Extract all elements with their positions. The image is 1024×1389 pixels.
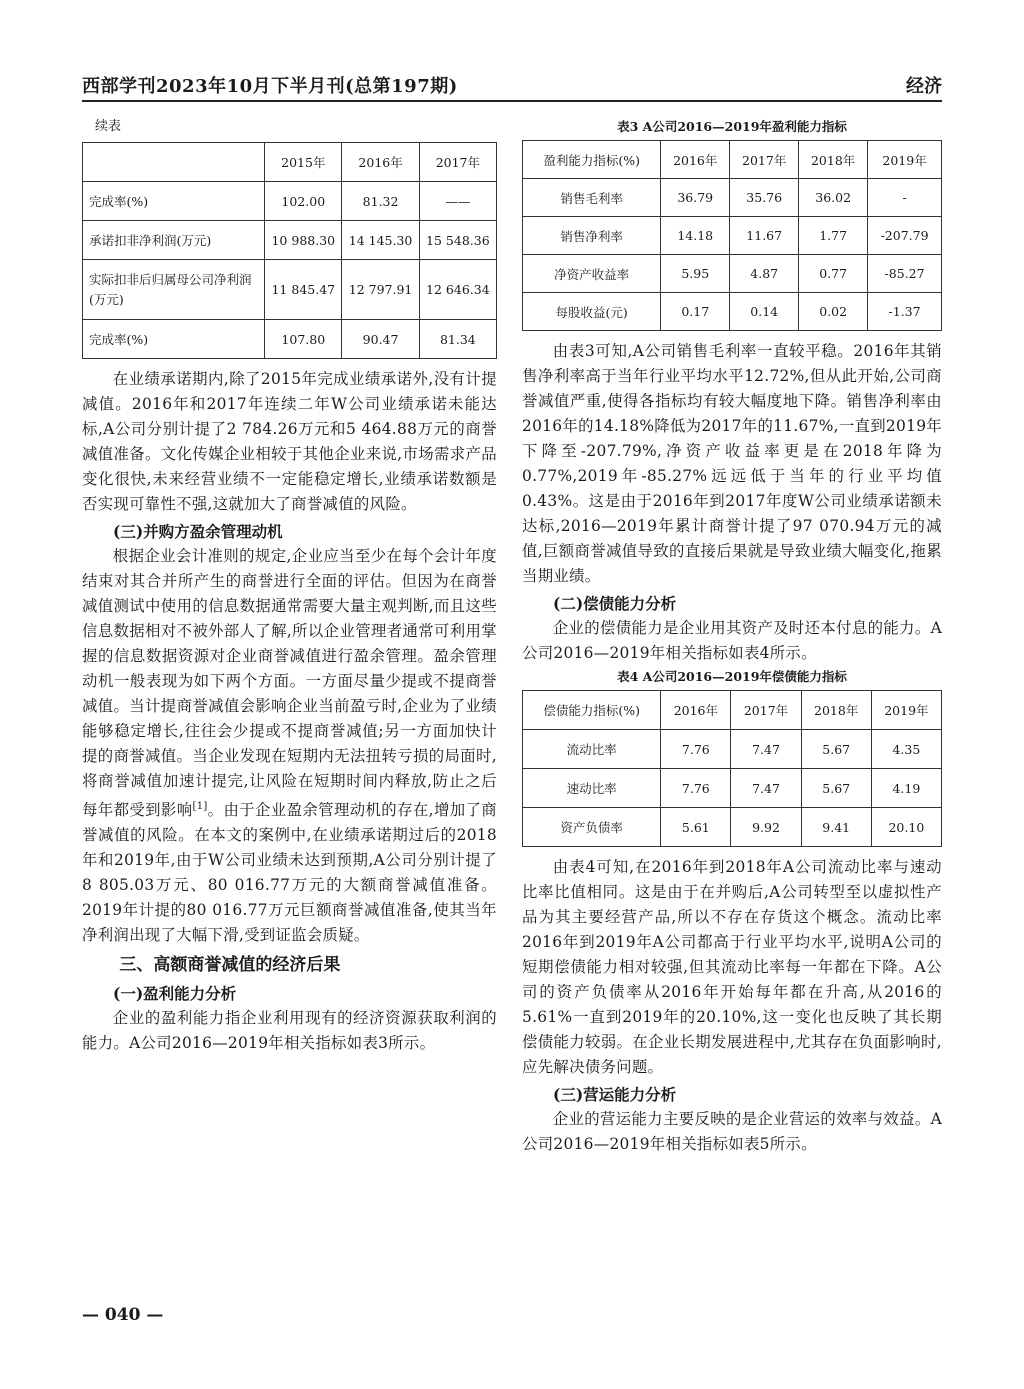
table-cell: 销售毛利率	[523, 179, 661, 217]
table-caption: 表3 A公司2016—2019年盈利能力指标	[617, 119, 847, 134]
table-cell: 流动比率	[523, 730, 661, 769]
header-rule	[82, 100, 942, 102]
table-header-row	[523, 141, 942, 179]
table-cell: 35.76	[730, 179, 799, 217]
table-caption: 表4 A公司2016—2019年偿债能力指标	[617, 669, 847, 684]
table-cell: 完成率(%)	[83, 320, 265, 359]
table-cell: 4.87	[730, 255, 799, 293]
table-cell: 0.17	[661, 293, 730, 331]
table-cell: 0.14	[730, 293, 799, 331]
table-header-cell: 2016年	[661, 691, 731, 730]
table-cell: 速动比率	[523, 769, 661, 808]
table-continued-label: 续表	[95, 119, 122, 134]
paragraph: 由表3可知,A公司销售毛利率一直较平稳。2016年其销售净利率高于当年行业平均水平12.72%,但从此开始,公司商誉减值严重,使得各指标均有较大幅度地下降。销售净利率由2016年的14.18%降低为2017年的11.67%,一直到2019年下降至-207.79%,净资产收益率更是在2018年降为0.77%,2019年-85.27%远远低于当年的行业平均值0.43%。这是由于2016年到2017年度W公司业绩承诺额未达标,2016—2019年累计商誉计提了97 070.94万元的减值,巨额商誉减值导致的直接后果就是导致业绩大幅变化,拖累当期业绩。	[522, 342, 942, 585]
table-header-cell: 2019年	[868, 141, 942, 179]
table-cell: 4.35	[871, 730, 941, 769]
table-cell: 81.32	[342, 182, 419, 221]
table-row	[83, 260, 497, 320]
table-cell: 9.92	[731, 808, 801, 847]
paragraph-text: 根据企业会计准则的规定,企业应当至少在每个会计年度结束对其合并所产生的商誉进行全面的评估。但因为在商誉减值测试中使用的信息数据通常需要大量主观判断,而且这些信息数据相对不被外部人了解,所以企业管理者通常可利用掌握的信息数据资源对企业商誉减值进行盈余管理。盈余管理动机一般表现为如下两个方面。一方面尽量少提或不提商誉减值。当计提商誉减值会影响企业当前盈亏时,企业为了业绩能够稳定增长,往往会少提或不提商誉减值;另一方面加快计提的商誉减值。当企业发现在短期内无法扭转亏损的局面时,将商誉减值加速计提完,让风险在短期时间内释放,防止之后每年都受到影响	[82, 547, 497, 820]
section-heading: (一)盈利能力分析	[113, 984, 237, 1004]
table-cell: 0.77	[799, 255, 868, 293]
table-cell: 14 145.30	[342, 221, 419, 260]
running-header	[82, 72, 942, 100]
table-cell: -85.27	[868, 255, 942, 293]
paragraph	[82, 544, 497, 948]
table-cell: 每股收益(元)	[523, 293, 661, 331]
table-row	[83, 320, 497, 359]
table-cell: -	[868, 179, 942, 217]
table-cell: 102.00	[265, 182, 342, 221]
table-cell: 完成率(%)	[83, 182, 265, 221]
table-cell: 12 646.34	[419, 260, 496, 320]
table-cell: 11 845.47	[265, 260, 342, 320]
table-cell: 15 548.36	[419, 221, 496, 260]
section-heading: (三)营运能力分析	[553, 1085, 677, 1104]
table-row	[523, 730, 942, 769]
table-cell: 20.10	[871, 808, 941, 847]
journal-title: 西部学刊2023年10月下半月刊(总第197期)	[82, 76, 458, 97]
table-cell: 5.67	[801, 730, 871, 769]
section-title: 经济	[906, 76, 942, 97]
table-cell: 4.19	[871, 769, 941, 808]
table-cell: 10 988.30	[265, 221, 342, 260]
profitability-table	[522, 140, 942, 331]
paragraph: 在业绩承诺期内,除了2015年完成业绩承诺外,没有计提减值。2016年和2017年连续二年W公司业绩承诺未能达标,A公司分别计提了2 784.26万元和5 464.88万元的商誉减值准备。文化传媒企业相较于其他企业来说,市场需求产品变化很快,未来经营业绩不一定能稳定增长,业绩承诺数额是否实现可靠性不强,这就加大了商誉减值的风险。	[82, 370, 497, 513]
table-cell: 7.47	[731, 730, 801, 769]
table-cell: 12 797.91	[342, 260, 419, 320]
table-cell: 净资产收益率	[523, 255, 661, 293]
table-cell: 107.80	[265, 320, 342, 359]
table-cell: 实际扣非后归属母公司净利润(万元)	[83, 260, 265, 320]
table-cell: 0.02	[799, 293, 868, 331]
table-cell: 5.67	[801, 769, 871, 808]
table-header-cell: 2018年	[801, 691, 871, 730]
table-row	[83, 182, 497, 221]
citation-ref: [1]	[192, 801, 208, 812]
right-column	[522, 116, 942, 1157]
table-cell: 5.95	[661, 255, 730, 293]
table-cell: 7.76	[661, 769, 731, 808]
table-cell: 7.47	[731, 769, 801, 808]
table-header-cell	[83, 143, 265, 182]
page-number: — 040 —	[82, 1305, 164, 1325]
table-header-cell: 偿债能力指标(%)	[523, 691, 661, 730]
table-header-cell: 2018年	[799, 141, 868, 179]
performance-commitment-table	[82, 142, 497, 359]
table-cell: 81.34	[419, 320, 496, 359]
table-row	[83, 221, 497, 260]
table-cell: 承诺扣非净利润(万元)	[83, 221, 265, 260]
paragraph: 企业的盈利能力指企业利用现有的经济资源获取利润的能力。A公司2016—2019年相关指标如表3所示。	[82, 1009, 497, 1053]
table-row	[523, 293, 942, 331]
table-header-cell: 盈利能力指标(%)	[523, 141, 661, 179]
solvency-table	[522, 690, 942, 847]
table-cell: -1.37	[868, 293, 942, 331]
table-header-cell: 2016年	[661, 141, 730, 179]
table-cell: 1.77	[799, 217, 868, 255]
table-row	[523, 255, 942, 293]
table-header-cell: 2017年	[419, 143, 496, 182]
table-row	[523, 179, 942, 217]
table-cell: 资产负债率	[523, 808, 661, 847]
table-cell: 90.47	[342, 320, 419, 359]
table-cell: 9.41	[801, 808, 871, 847]
table-row	[523, 808, 942, 847]
table-cell: 5.61	[661, 808, 731, 847]
table-cell: 7.76	[661, 730, 731, 769]
section-heading: (三)并购方盈余管理动机	[113, 522, 283, 541]
table-row	[523, 769, 942, 808]
section-heading: (二)偿债能力分析	[553, 594, 677, 613]
table-cell: ——	[419, 182, 496, 221]
chapter-heading: 三、高额商誉减值的经济后果	[119, 955, 341, 976]
table-header-row	[523, 691, 942, 730]
paragraph-text: 。由于企业盈余管理动机的存在,增加了商誉减值的风险。在本文的案例中,在业绩承诺期过后的2018年和2019年,由于W公司业绩未达到预期,A公司分别计提了8 805.03万元、80 016.77万元的大额商誉减值准备。2019年计提的80 016.77万元巨额商誉减值准备,使其当年净利润出现了大幅下滑,受到证监会质疑。	[82, 801, 497, 945]
table-header-cell: 2015年	[265, 143, 342, 182]
table-header-cell: 2017年	[731, 691, 801, 730]
paragraph: 由表4可知,在2016年到2018年A公司流动比率与速动比率比值相同。这是由于在并购后,A公司转型至以虚拟性产品为其主要经营产品,所以不存在存货这个概念。流动比率2016年到2019年A公司都高于行业平均水平,说明A公司的短期偿债能力相对较强,但其流动比率每一年都在下降。A公司的资产负债率从2016年开始每年都在升高,从2016的5.61%一直到2019年的20.10%,这一变化也反映了其长期偿债能力较弱。在企业长期发展进程中,尤其存在负面影响时,应先解决债务问题。	[522, 858, 942, 1076]
paragraph: 企业的偿债能力是企业用其资产及时还本付息的能力。A公司2016—2019年相关指标如表4所示。	[522, 619, 942, 662]
table-header-cell: 2016年	[342, 143, 419, 182]
table-cell: 销售净利率	[523, 217, 661, 255]
table-cell: -207.79	[868, 217, 942, 255]
table-cell: 11.67	[730, 217, 799, 255]
table-cell: 36.02	[799, 179, 868, 217]
left-column	[82, 116, 497, 1056]
table-header-cell: 2017年	[730, 141, 799, 179]
table-row	[523, 217, 942, 255]
paragraph: 企业的营运能力主要反映的是企业营运的效率与效益。A公司2016—2019年相关指标如表5所示。	[522, 1110, 942, 1153]
table-header-cell: 2019年	[871, 691, 941, 730]
table-cell: 36.79	[661, 179, 730, 217]
table-header-row	[83, 143, 497, 182]
table-cell: 14.18	[661, 217, 730, 255]
